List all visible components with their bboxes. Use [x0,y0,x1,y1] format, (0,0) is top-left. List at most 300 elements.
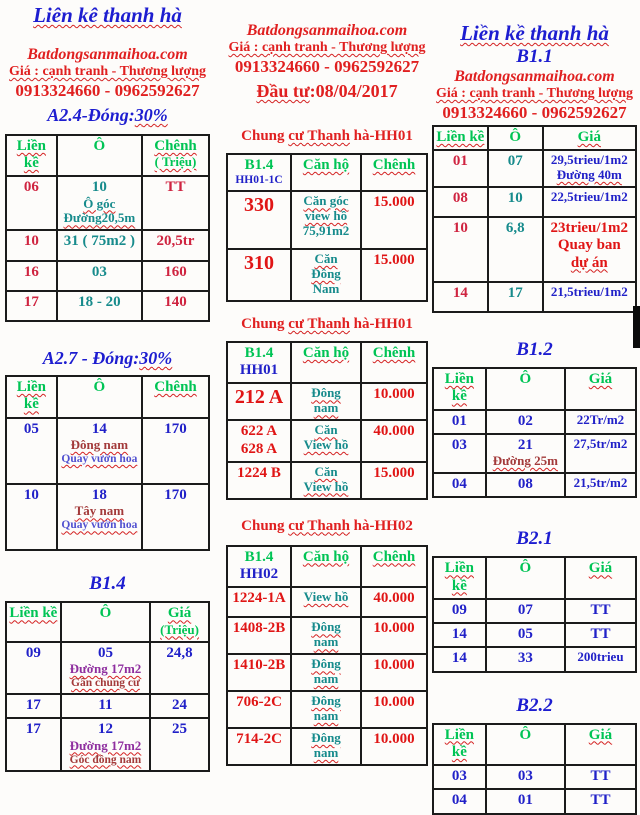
cell-line: 10 [452,220,468,237]
cell [486,473,565,497]
cell-line: 03 [517,768,533,785]
cell [57,418,142,484]
cell-line: 02 [517,412,533,429]
cell-line: 1224-1A [232,590,286,607]
cell [486,410,565,434]
table-row [6,230,209,260]
cell-line: 706-2C [236,694,282,711]
table-header-row [6,602,209,641]
table-row [227,462,427,499]
cell-line: nam [313,400,339,416]
table-row [433,473,636,497]
cell-line: 07 [507,153,523,170]
cell-line: Liền kề [436,128,485,145]
cell-line: 628 A [240,440,278,457]
cell [6,694,61,718]
table-row [433,599,636,623]
cell-line: 10.000 [373,694,415,711]
cell [543,187,636,217]
cell-line: 06 [23,179,39,196]
tagline: Giá : cạnh tranh - Thương lượng [228,40,426,55]
cell-line: Giá [167,605,192,622]
cell [142,261,209,291]
cell-line: 20,5tr [156,233,195,250]
cell-line: 15.000 [373,194,415,211]
cell [291,462,361,499]
cell [227,587,291,617]
header-cell [291,342,361,384]
cell-line: TT [165,179,186,196]
cell [227,191,291,249]
header-cell [57,376,142,418]
cell-line: Liền kề [16,379,46,413]
table-row [6,694,209,718]
cell [543,282,636,312]
cell-line: nam [313,671,339,687]
table-b11 [432,125,637,313]
header-cell [433,724,486,766]
right-column [432,0,637,815]
cell [543,150,636,187]
cell-line: 10 [23,233,39,250]
table-b22 [432,723,637,815]
cell-line: 10 [23,487,39,504]
cell-line: Ô góc [83,195,116,211]
cell [6,484,57,550]
left-title: Liên kê thanh hà [33,3,182,27]
header-cell [227,546,291,588]
cell-line: 33 [517,650,533,667]
header-cell [361,154,427,191]
cell-line: 160 [164,263,187,280]
cell-line: 17 [25,721,41,738]
cell [291,420,361,462]
cell-line: 07 [517,601,533,618]
cell-line: (Triệu) [160,621,199,637]
cell [488,150,543,187]
table-row [6,418,209,484]
cell [150,642,209,694]
cell-line: 12 [97,721,113,738]
cell [291,249,361,301]
section-title-b12: B1.2 [516,339,553,361]
cell [433,282,488,312]
caption-hh01-a [226,128,428,145]
cell-line: Căn [314,251,338,267]
cell-line: view hồ [304,208,348,224]
cell-line: 1224 B [237,464,281,481]
table-row [6,291,209,321]
cell-line: Quay vườn hoa [61,452,138,465]
table-row [433,647,636,671]
cell [142,484,209,550]
header-cell [486,724,565,766]
cell [486,647,565,671]
cell [6,230,57,260]
table-row [433,217,636,282]
table-header-row [6,135,209,177]
table-header-row [433,368,636,410]
cell-line: View hồ [303,437,349,453]
cell-line: 25 [172,721,188,738]
cell [488,282,543,312]
section-title-b21: B2.1 [516,528,553,550]
cell-line: Chênh [154,379,197,396]
cell-line: TT [590,768,611,785]
table-header-row [433,557,636,599]
cell [565,473,636,497]
cell-line: TT [590,601,611,618]
cell-line: Đông [311,730,341,746]
cell [433,434,486,473]
cell-line: 170 [164,420,187,437]
cell-line: 714-2C [236,731,282,748]
cell-line: 17 [507,284,523,301]
cell-line: 40.000 [373,423,415,440]
header-cell [6,602,61,641]
cell-line: 1410-2B [232,657,286,674]
cell-line: 622 A [240,423,278,440]
header-cell [57,135,142,177]
cell-line: 03 [451,436,467,453]
cell [488,217,543,282]
cell-line: Căn hộ [302,156,350,173]
cell-line: 14 [91,420,107,437]
cell-line: 310 [244,252,274,275]
cell-line: HH01-1C [235,174,283,187]
cell-line: Căn hộ [302,344,350,361]
table-row [227,249,427,301]
cell-line: 18 - 20 [78,293,121,310]
cell-line: nam [313,708,339,724]
cell [565,599,636,623]
cell-line: 08 [517,476,533,493]
header-cell [488,126,543,150]
cell [227,728,291,765]
cell-line: Liền kề [16,137,46,172]
cell-line: 08 [452,189,468,206]
cell [227,617,291,654]
cell-line: 6,8 [505,220,525,237]
cell-line: Giá [577,128,601,145]
cell-line: Đường 40m [556,166,622,182]
header-cell [291,154,361,191]
cell [61,718,150,770]
table-header-row [227,546,427,588]
text-segment: cư Thanh [288,315,350,332]
cell-line: Căn [314,422,338,438]
cell [565,789,636,813]
cell-line: 14 [451,650,467,667]
table-row [433,789,636,813]
cell [433,217,488,282]
table-header-row [433,724,636,766]
cell [142,176,209,230]
header-cell [6,135,57,177]
table-row [433,410,636,434]
cell-line: TT [590,792,611,809]
header-cell [6,376,57,418]
cell-line: Đông [311,266,341,282]
cell-line: ( Triệu) [154,154,197,170]
table-row [6,642,209,694]
cell-line: 10.000 [373,620,415,637]
cell [361,728,427,765]
cell-line: Đông nam [70,436,129,452]
table-b14-left [5,601,210,771]
cell-line: 10.000 [373,657,415,674]
caption-hh02 [226,518,428,535]
site-link: Batdongsanmaihoa.com [27,46,188,63]
cell [433,765,486,789]
header-cell [142,135,209,177]
cell-line: Đông [311,619,341,635]
cell [227,654,291,691]
tagline: Giá : cạnh tranh - Thương lượng [436,86,633,101]
text-segment: Chung [241,127,289,144]
cell-line: 10.000 [373,386,415,403]
cell [433,599,486,623]
cell-line: Liền kề [9,605,58,622]
cell-line: 01 [452,153,468,170]
header-cell [543,126,636,150]
section-title-b11: B1.1 [516,46,553,67]
table-row [6,718,209,770]
cell-line: 01 [517,792,533,809]
section-title-b22: B2.2 [516,694,553,716]
cell-line: View hồ [303,589,349,605]
text-segment: Chung [241,315,289,332]
table-row [227,654,427,691]
cell [291,691,361,728]
cell [6,261,57,291]
cell-line: Ô [93,379,106,396]
table-header-row [6,376,209,418]
cell-line: 03 [91,263,107,280]
cell-line: Giá [588,560,613,577]
cell [142,291,209,321]
table-row [227,728,427,765]
cell-line: 24,8 [166,644,193,661]
cell-line: 04 [451,792,467,809]
text-segment: 30% [139,348,173,369]
table-row [6,176,209,230]
header-cell [486,557,565,599]
cell-line: 05 [23,420,39,437]
header-cell [227,154,291,191]
middle-column [226,0,428,766]
text-segment: 30% [134,104,168,125]
cell [57,261,142,291]
cell [6,176,57,230]
cell [291,191,361,249]
cell [57,230,142,260]
cell-line: Đường 25m [492,453,558,469]
cell-line: 212 A [234,386,284,409]
site-link: Batdongsanmaihoa.com [454,68,615,85]
cell-line: Chênh [372,344,416,361]
table-hh02 [226,545,428,766]
cell-line: Căn [314,463,338,479]
cell-line: 22,5trieu/1m2 [550,188,628,204]
cell-line: 22Tr/m2 [576,411,625,427]
table-row [433,623,636,647]
cell-line: 03 [451,768,467,785]
cell-line: Chênh [154,137,197,154]
cell [291,728,361,765]
header-cell [361,342,427,384]
cell [291,654,361,691]
cell [361,191,427,249]
cell [565,765,636,789]
cell-line: 21,5tr/m2 [573,475,628,491]
cell-line: Chênh [372,548,416,565]
cell [6,642,61,694]
table-header-row [227,154,427,191]
cell-line: Liền kề [444,371,474,405]
cell [361,654,427,691]
text-segment: hà-HH01 [349,315,413,332]
cell [6,291,57,321]
cell-line: 10 [507,189,523,206]
table-row [6,261,209,291]
investment-date [226,81,428,102]
cell-line: dự án [570,254,608,271]
cell [291,383,361,420]
table-row [433,282,636,312]
table-row [433,765,636,789]
cell-line: 27,5tr/m2 [573,435,628,451]
cell [361,617,427,654]
table-hh01 [226,341,428,500]
cell [565,434,636,473]
cell-line: Quay vườn hoa [61,519,138,532]
cell [227,691,291,728]
table-row [227,383,427,420]
cell [57,484,142,550]
table-b21 [432,556,637,672]
cell-line: 05 [517,626,533,643]
table-a27 [5,375,210,551]
cell-line: 18 [91,487,107,504]
cell [291,587,361,617]
cell [433,150,488,187]
cell-line: Góc đông nam [69,753,142,766]
cell [486,623,565,647]
cell [488,187,543,217]
table-header-row [433,126,636,150]
cell [227,249,291,301]
cell-line: 21 [517,436,533,453]
cell-line: Quay ban [557,237,621,254]
cell [361,691,427,728]
cell-line: 140 [164,293,187,310]
section-title-a27 [5,348,210,369]
header-cell [565,368,636,410]
text-segment: hà-HH01 [349,127,413,144]
header-cell [433,126,488,150]
phone-numbers: 0913324660 - 0962592627 [15,80,200,100]
header-cell [61,602,150,641]
cell-line: Đông [311,656,341,672]
table-b12 [432,367,637,498]
cell [361,420,427,462]
table-row [433,150,636,187]
cell-line: 330 [244,194,274,217]
cell [565,623,636,647]
header-cell [433,368,486,410]
cell-line: 05 [97,644,113,661]
cell-line: 10.000 [373,731,415,748]
cell-line: 17 [23,293,39,310]
tagline: Giá : cạnh tranh - Thương lượng [9,64,206,79]
header-cell [150,602,209,641]
cell [227,420,291,462]
table-row [227,191,427,249]
cell [433,647,486,671]
text-segment: cư Thanh [288,127,350,144]
cell-line: HH01 [239,362,279,379]
cell-line: Chênh [372,156,416,173]
cell [150,694,209,718]
cell-line: 15.000 [373,252,415,269]
header-cell [565,557,636,599]
cell [486,765,565,789]
right-title: Liền kề thanh hà [460,21,609,45]
cell-line: Đông [311,693,341,709]
cell-line: B1.4 [244,548,274,565]
text-segment: cư Thanh [288,517,350,534]
cell-line: HH02 [239,565,279,582]
cell [291,617,361,654]
table-row [433,187,636,217]
cell [6,718,61,770]
black-edge-mark [633,306,640,348]
header-cell [142,376,209,418]
cell-line: Ô [519,371,532,388]
caption-hh01-b [226,316,428,333]
cell [361,383,427,420]
cell [486,434,565,473]
cell-line: Ô [519,560,532,577]
cell-line: Ô [93,137,106,154]
section-title-a24 [5,105,210,126]
cell [142,230,209,260]
cell-line: B1.4 [244,344,274,361]
cell-line: 1408-2B [232,620,286,637]
table-a24 [5,134,210,322]
cell-line: 09 [25,644,41,661]
cell-line: 14 [451,626,467,643]
cell [543,217,636,282]
header-cell [227,342,291,384]
cell-line: Ô [99,605,112,622]
cell [227,462,291,499]
cell-line: 24 [172,697,188,714]
header-cell [565,724,636,766]
table-row [6,484,209,550]
cell-line: 17 [25,697,41,714]
cell-line: Tây nam [74,503,125,519]
cell-line: 10 [91,179,107,196]
table-row [433,434,636,473]
cell-line: nam [313,744,339,760]
cell [6,418,57,484]
cell-line: Nam [312,280,340,296]
cell-line: Đường 17m2 [69,660,142,676]
cell [61,694,150,718]
cell-line: 23trieu/1m2 [550,220,629,237]
